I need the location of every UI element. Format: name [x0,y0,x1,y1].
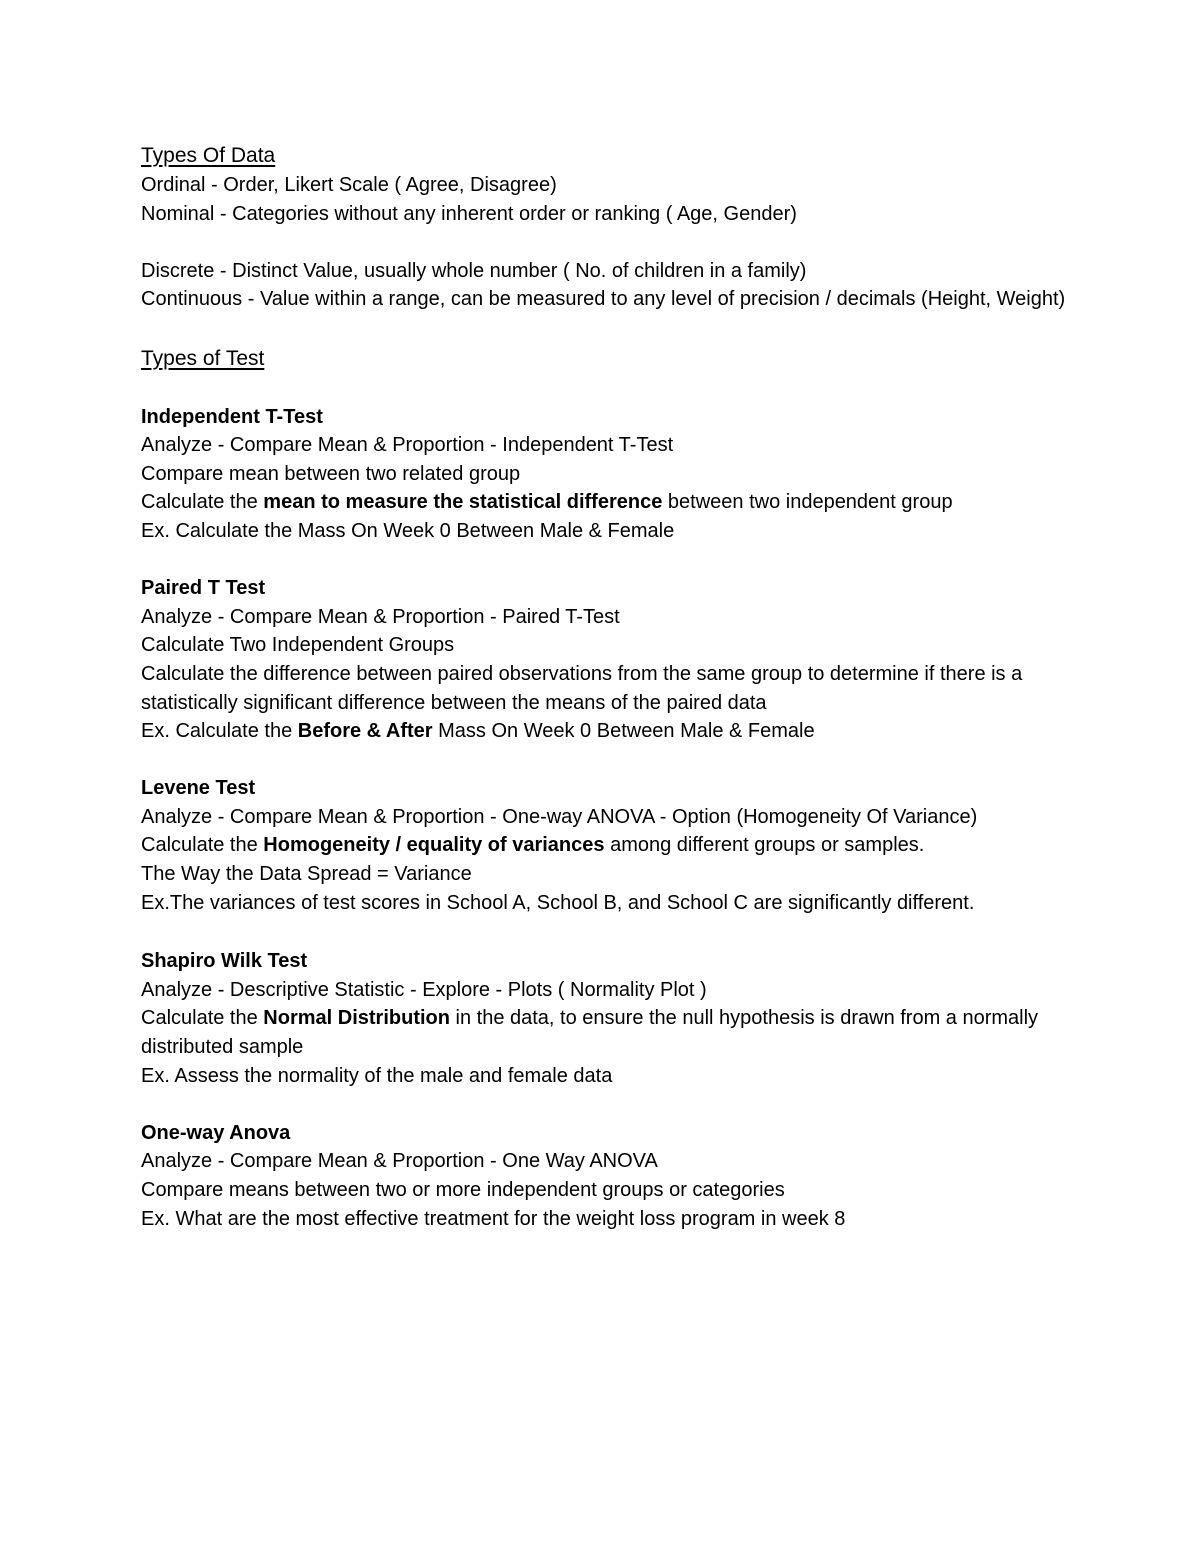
continuous-line: Continuous - Value within a range, can be measured to any level of precision / decimals (Height, Weight) [141,288,1066,311]
ordinal-line: Ordinal - Order, Likert Scale ( Agree, Disagree) [141,174,557,196]
independent-t-test-example: Ex. Calculate the Mass On Week 0 Between Male & Female [141,519,675,542]
nominal-line: Nominal - Categories without any inherent order or ranking ( Age, Gender) [141,202,797,225]
calc-suffix: in the data, to ensure the null hypothesis is drawn from a normally distributed sample [141,1007,1039,1059]
one-way-anova-compare: Compare means between two or more independent groups or categories [141,1179,785,1201]
levene-test-title: Levene Test [141,777,256,800]
paired-t-test-title: Paired T Test [141,577,266,600]
paired-t-test-section [141,574,1071,746]
spacer [141,374,1071,403]
discrete-line: Discrete - Distinct Value, usually whole number ( No. of children in a family) [141,259,807,282]
spacer [141,546,1071,575]
one-way-anova-title: One-way Anova [141,1121,291,1144]
independent-t-test-compare: Compare mean between two related group [141,462,521,485]
paired-t-test-groups: Calculate Two Independent Groups [141,634,455,657]
calc-prefix: Calculate the [141,834,264,857]
calc-bold: Normal Distribution [263,1007,450,1030]
independent-t-test-analyze: Analyze - Compare Mean & Proportion - Independent T-Test [141,434,674,457]
spacer [141,314,1071,344]
types-of-data-section [141,141,1071,314]
calc-prefix: Calculate the [141,1007,264,1030]
one-way-anova-section [141,1119,1071,1233]
example-prefix: Ex. Calculate the [141,720,298,743]
independent-t-test-title: Independent T-Test [141,405,323,428]
shapiro-wilk-test-title: Shapiro Wilk Test [141,950,308,973]
types-of-data-heading: Types Of Data [141,144,276,167]
independent-t-test-calculate [141,488,1071,517]
calc-suffix: among different groups or samples. [604,834,925,857]
spacer [141,746,1071,775]
spacer [141,1090,1071,1119]
paired-t-test-analyze: Analyze - Compare Mean & Proportion - Paired T-Test [141,605,620,628]
types-of-test-heading: Types of Test [141,346,265,370]
shapiro-wilk-test-calculate [141,1004,1071,1061]
levene-test-example: Ex.The variances of test scores in School A, School B, and School C are significantly different. [141,891,975,914]
spacer [141,228,1071,257]
paired-t-test-example [141,717,1071,746]
levene-test-analyze: Analyze - Compare Mean & Proportion - One-way ANOVA - Option (Homogeneity Of Variance) [141,805,978,828]
levene-test-calculate [141,831,1071,860]
calc-bold: mean to measure the statistical difference [263,491,663,514]
calc-bold: Homogeneity / equality of variances [263,834,605,857]
one-way-anova-analyze: Analyze - Compare Mean & Proportion - One Way ANOVA [141,1150,658,1173]
document-page [141,141,1071,1233]
independent-t-test-section [141,403,1071,546]
paired-t-test-difference: Calculate the difference between paired observations from the same group to determine if there is a statistically significant difference between the means of the paired data [141,662,1023,714]
one-way-anova-example: Ex. What are the most effective treatment for the weight loss program in week 8 [141,1207,846,1230]
levene-test-spread: The Way the Data Spread = Variance [141,863,472,886]
shapiro-wilk-test-section [141,947,1071,1090]
shapiro-wilk-test-example: Ex. Assess the normality of the male and female data [141,1064,613,1087]
example-bold: Before & After [297,720,433,743]
spacer [141,917,1071,947]
calc-suffix: between two independent group [662,491,953,514]
shapiro-wilk-test-analyze: Analyze - Descriptive Statistic - Explore - Plots ( Normality Plot ) [141,978,707,1001]
calc-prefix: Calculate the [141,491,264,514]
levene-test-section [141,774,1071,917]
example-suffix: Mass On Week 0 Between Male & Female [432,720,815,743]
